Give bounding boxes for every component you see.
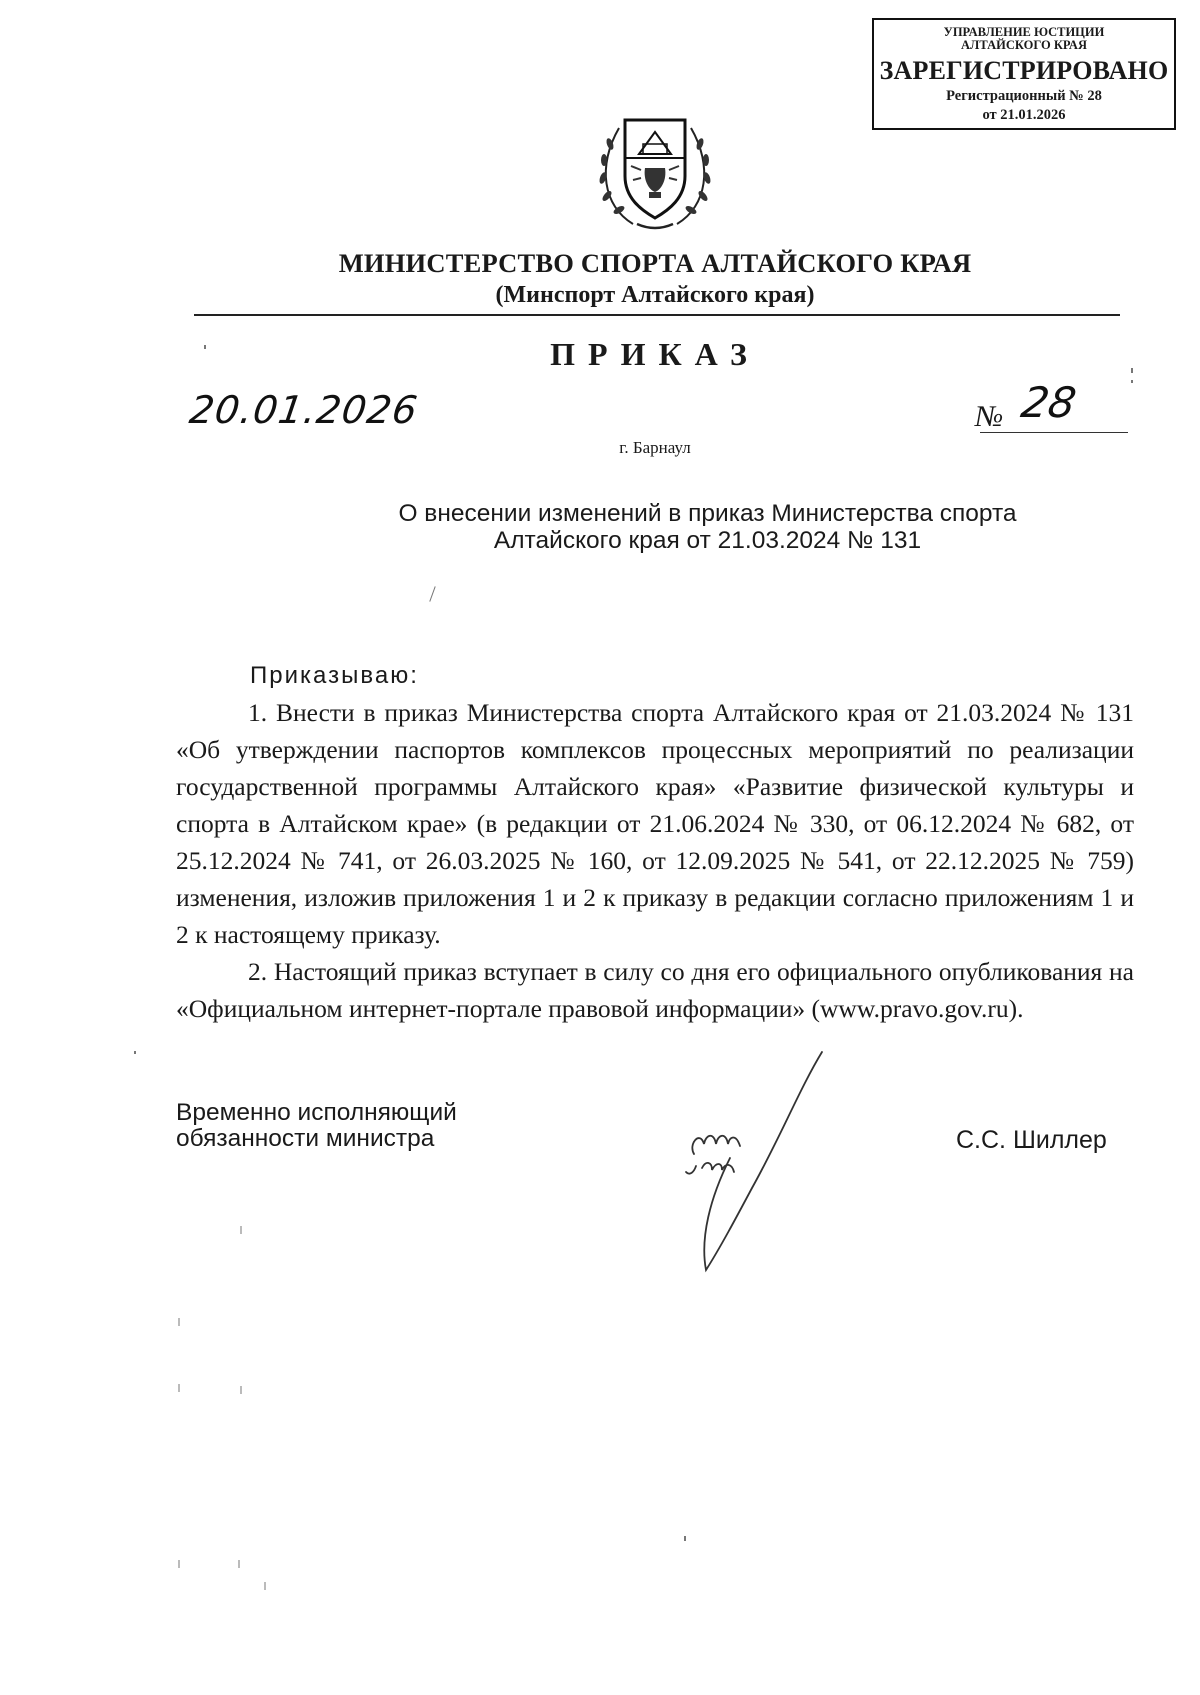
signer-name: С.С. Шиллер [956,1126,1107,1154]
order-paragraph-2: 2. Настоящий приказ вступает в силу со дня его официального опубликования на «Официальном интернет-портале правовой информации» (www.pravo.gov.ru). [176,957,1134,1023]
handwritten-signature [680,1048,830,1276]
orders-heading: Приказываю: [250,662,419,689]
signer-title-line1: Временно исполняющий [176,1099,457,1126]
order-number-prefix: № [975,400,1004,433]
signer-title [176,1100,457,1152]
stamp-reg-date: от 21.01.2026 [982,107,1066,123]
scan-artifact [178,1318,180,1326]
signer-title-line2: обязанности министра [176,1125,435,1152]
coat-of-arms-icon [593,106,717,234]
scan-artifact [264,1582,266,1590]
scan-artifact [240,1226,242,1234]
scan-artifact [238,1560,240,1568]
order-number-underline [980,432,1128,433]
scan-artifact [429,586,435,601]
order-body [176,657,1134,1027]
scan-artifact [178,1384,180,1392]
order-date: 20.01.2026 [186,388,421,432]
subject-line2: Алтайского края от 21.03.2024 № 131 [493,527,922,554]
stamp-org-line1: УПРАВЛЕНИЕ ЮСТИЦИИ [943,25,1105,39]
scan-artifact [240,1386,242,1394]
scan-artifact [684,1536,686,1541]
scan-artifact [134,1051,136,1054]
order-paragraph-1: 1. Внести в приказ Министерства спорта Алтайского края от 21.03.2024 № 131 «Об утверждении паспортов комплексов процессных мероприятий по реализации государственной программы Алтайского края» «Развитие физической культуры и спорта в Алтайском крае» (в редакции от 21.06.2024 № 330, от 06.12.2024 № 682, от 25.12.2024 № 741, от 26.03.2025 № 160, от 12.09.2025 № 541, от 22.12.2025 № 759) изменения, изложив приложения 1 и 2 к приказу в редакции согласно приложениям 1 и 2 к настоящему приказу. [176,698,1134,949]
scan-artifact [204,345,206,349]
city: г. Барнаул [619,438,691,457]
stamp-status: ЗАРЕГИСТРИРОВАНО [879,56,1169,85]
stamp-reg-number: Регистрационный № 28 [946,88,1102,104]
scan-artifact [1131,380,1133,383]
order-subject [300,500,1115,554]
stamp-org-line2: АЛТАЙСКОГО КРАЯ [961,38,1087,52]
stamp-organization [874,26,1174,52]
header-divider [194,314,1120,316]
ministry-title: МИНИСТЕРСТВО СПОРТА АЛТАЙСКОГО КРАЯ [338,248,972,278]
subject-line1: О внесении изменений в приказ Министерства спорта [398,500,1017,527]
order-number: 28 [1017,378,1080,427]
ministry-short-name: (Минспорт Алтайского края) [495,282,815,308]
scan-artifact [178,1560,180,1568]
registration-stamp [872,18,1176,130]
document-type: ПРИКАЗ [550,336,760,372]
scan-artifact [1131,368,1133,373]
